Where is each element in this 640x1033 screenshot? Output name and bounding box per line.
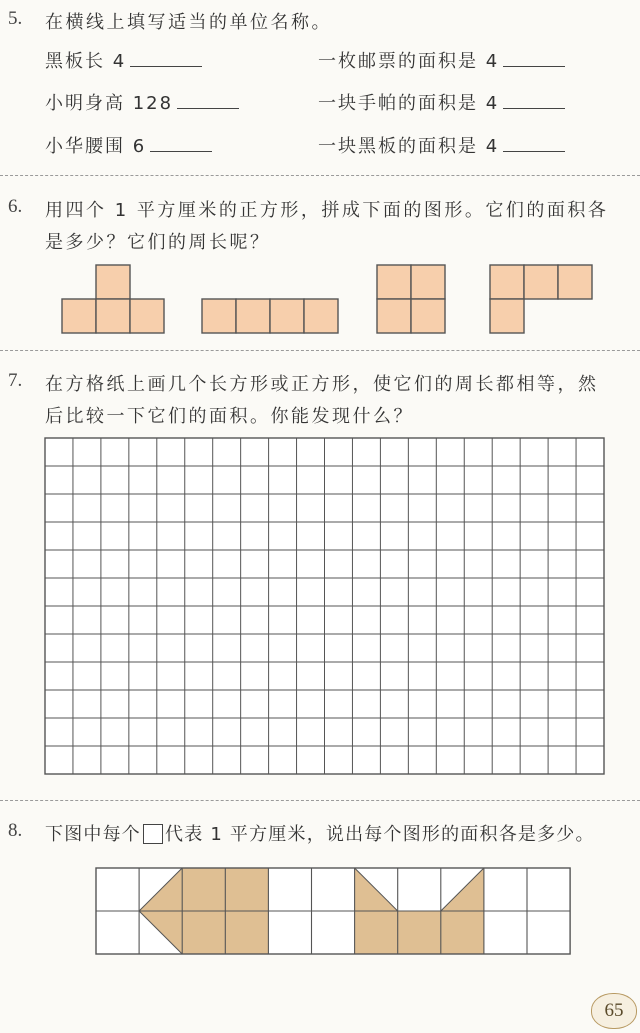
unit-square-icon xyxy=(143,824,163,844)
q5-item-label: 一枚邮票的面积是 4 xyxy=(318,51,500,72)
q5-item-label: 黑板长 4 xyxy=(45,51,127,72)
q8-grid-figure xyxy=(96,868,570,954)
q8-text-after: 代表 1 平方厘米，说出每个图形的面积各是多少。 xyxy=(165,824,595,845)
section-divider xyxy=(0,350,640,351)
q6-shape-l xyxy=(490,265,592,333)
q8-figure-b-base xyxy=(355,911,484,954)
question-6-number: 6. xyxy=(8,196,23,217)
q8-text-before: 下图中每个 xyxy=(45,824,141,845)
question-5-prompt: 在横线上填写适当的单位名称。 xyxy=(45,12,332,33)
question-8-prompt xyxy=(45,820,595,846)
question-6-line-2: 是多少？它们的周长呢？ xyxy=(45,232,271,253)
q5-item-label: 一块手帕的面积是 4 xyxy=(318,93,500,114)
q6-shape-t xyxy=(62,265,164,333)
q5-item-label: 小华腰围 6 xyxy=(45,136,147,157)
section-divider xyxy=(0,800,640,801)
q6-shape-line xyxy=(202,299,338,333)
q6-shape-square xyxy=(377,265,445,333)
page-number-badge: 65 xyxy=(591,993,637,1029)
question-7-number: 7. xyxy=(8,370,23,391)
question-7-line-1: 在方格纸上画几个长方形或正方形，使它们的周长都相等，然 xyxy=(45,374,599,395)
question-5-number: 5. xyxy=(8,8,23,29)
question-6-line-1: 用四个 1 平方厘米的正方形，拼成下面的图形。它们的面积各 xyxy=(45,200,609,221)
q5-item-label: 一块黑板的面积是 4 xyxy=(318,136,500,157)
question-8-number: 8. xyxy=(8,820,23,841)
question-7-line-2: 后比较一下它们的面积。你能发现什么？ xyxy=(45,406,414,427)
q7-grid-paper[interactable] xyxy=(45,438,604,774)
q5-item-label: 小明身高 128 xyxy=(45,93,174,114)
